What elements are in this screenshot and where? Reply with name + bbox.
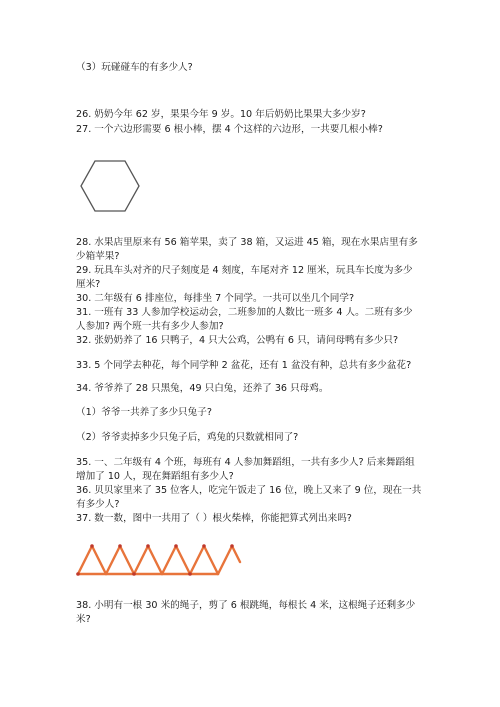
question-toy-sub3: （3）玩碰碰车的有多少人? [76,62,193,73]
hexagon-figure [80,160,140,212]
question-32: 32. 张奶奶养了 16 只鸭子，4 只大公鸡，公鸭有 6 只，请问母鸭有多少只? [76,335,399,346]
question-38-line2: 米? [76,614,91,625]
question-28-line1: 28. 水果店里原来有 56 箱苹果，卖了 38 箱，又运进 45 箱，现在水果店里有多 [76,237,418,248]
question-34-sub1: （1）爷爷一共养了多少只兔子? [76,407,212,418]
question-36-line1: 36. 贝贝家里来了 35 位客人，吃完午饭走了 16 位，晚上又来了 9 位，现在一共 [76,485,422,496]
question-29-line1: 29. 玩具车头对齐的尺子刻度是 4 刻度，车尾对齐 12 厘米，玩具车长度为多少 [76,265,413,276]
question-38-line1: 38. 小明有一根 30 米的绳子，剪了 6 根跳绳，每根长 4 米，这根绳子还剩多少 [76,600,416,611]
question-36-line2: 有多少人? [76,499,120,510]
question-29-line2: 厘米? [76,279,101,290]
question-31-line1: 31. 一班有 33 人参加学校运动会，二班参加的人数比一班多 4 人。二班有多少 [76,307,413,318]
question-37: 37. 数一数，图中一共用了（ ）根火柴棒，你能把算式列出来吗? [76,513,352,524]
question-27: 27. 一个六边形需要 6 根小棒，摆 4 个这样的六边形，一共要几根小棒? [76,124,383,135]
question-30: 30. 二年级有 6 排座位，每排坐 7 个同学。一共可以坐几个同学? [76,293,355,304]
question-35-line2: 增加了 10 人，现在舞蹈组有多少人? [76,471,234,482]
question-35-line1: 35. 一、二年级有 4 个班，每班有 4 人参加舞蹈组，一共有多少人? 后来舞蹈组 [76,457,415,468]
question-33: 33. 5 个同学去种花，每个同学种 2 盆花，还有 1 盆没有种，总共有多少盆花? [76,360,412,371]
question-34: 34. 爷爷养了 28 只黑兔，49 只白兔，还养了 36 只母鸡。 [76,383,329,394]
matchstick-triangles-figure [76,543,242,577]
question-31-line2: 人参加? 两个班一共有多少人参加? [76,321,224,332]
question-28-line2: 少箱苹果? [76,251,120,262]
question-34-sub2: （2）爷爷卖掉多少只兔子后，鸡兔的只数就相同了? [76,432,299,443]
question-26: 26. 奶奶今年 62 岁，果果今年 9 岁。10 年后奶奶比果果大多少岁? [76,109,366,120]
